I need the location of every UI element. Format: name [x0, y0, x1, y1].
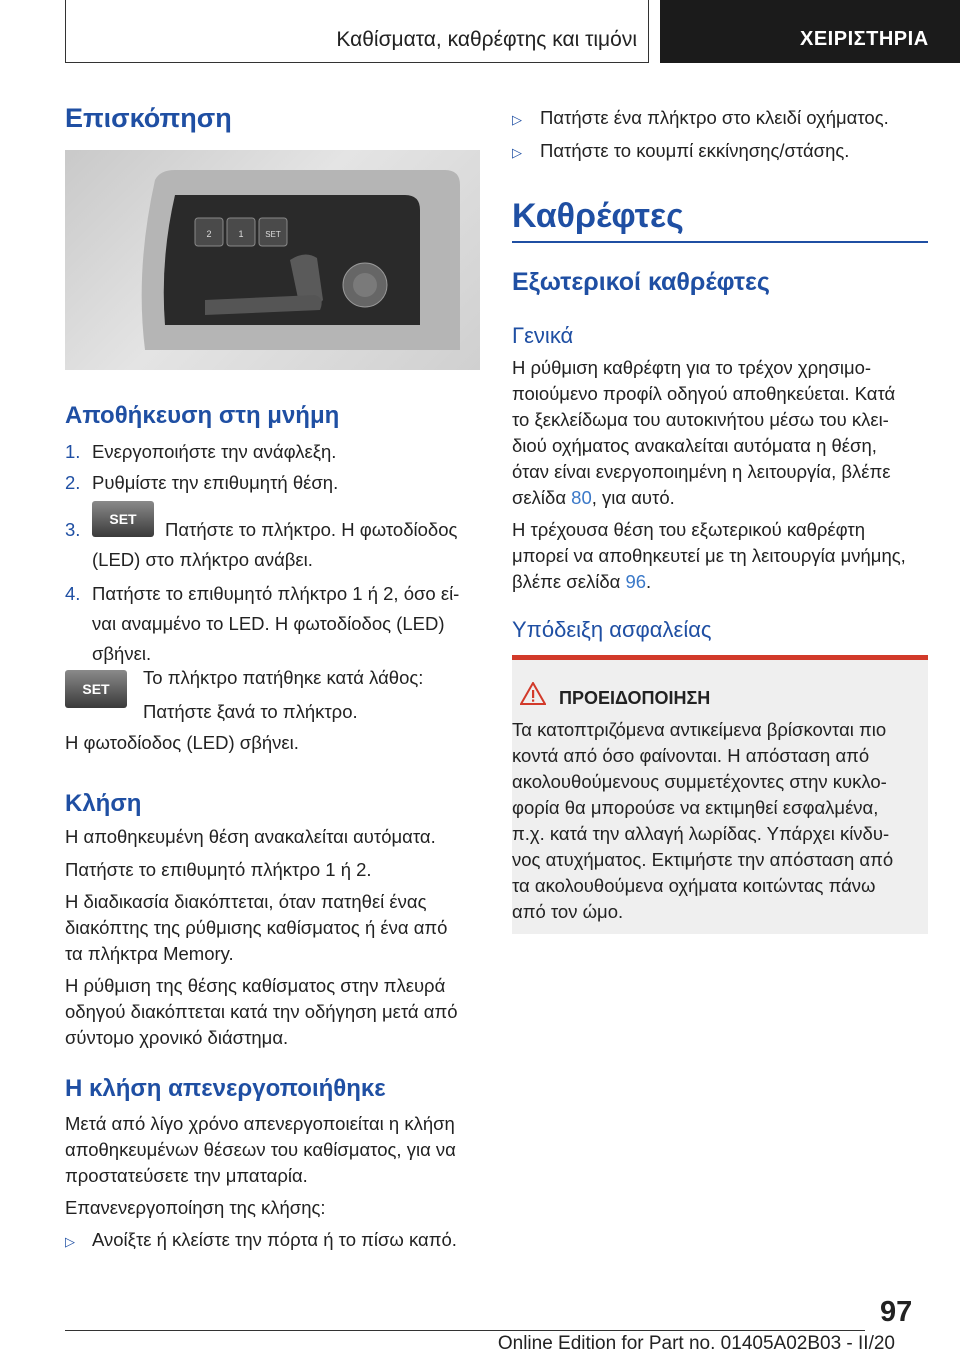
step-text: Ρυθμίστε την επιθυμητή θέση. [92, 472, 339, 493]
warning-text: π.χ. κατά την αλλαγή λωρίδας. Υπάρχει κίνδυ- [512, 823, 890, 844]
set-key-icon: SET [65, 670, 127, 708]
step-text: σβήνει. [92, 643, 152, 664]
step-number: 2. [65, 472, 81, 493]
disabled-text: προστατεύσετε την μπαταρία. [65, 1165, 308, 1186]
edition-info: Online Edition for Part no. 01405A02B03 - II/20 [497, 1333, 895, 1354]
heading-rule [512, 241, 928, 243]
press-again-text: Πατήστε ξανά το πλήκτρο. [143, 701, 358, 722]
bullet-text: Ανοίξτε ή κλείστε την πόρτα ή το πίσω καπό. [92, 1229, 457, 1250]
seat-controls-photo [65, 150, 480, 370]
safety-heading: Υπόδειξη ασφαλείας [512, 617, 712, 642]
memory-text: μπορεί να αποθηκευτεί με τη λειτουργία μνήμης, [512, 545, 906, 566]
warning-text: νος ατυχήματος. Εκτιμήστε την απόσταση από [512, 849, 894, 870]
warning-text: φορία θα μπορούσε να εκτιμηθεί εσφαλμένα, [512, 797, 879, 818]
mirrors-heading: Καθρέφτες [512, 197, 684, 235]
warning-text: τα ακολουθούμενα οχήματα κοιτώντας πάνω [512, 875, 876, 896]
warning-triangle-icon [520, 682, 546, 705]
warning-text: Τα κατοπτριζόμενα αντικείμενα βρίσκονται πιο [512, 719, 887, 740]
general-text: το ξεκλείδωμα του αυτοκινήτου μέσω του κλει- [512, 409, 889, 430]
disabled-text: αποθηκευμένων θέσεων του καθίσματος, για να [65, 1139, 456, 1160]
store-heading: Αποθήκευση στη μνήμη [65, 402, 340, 429]
memory-key-2-label: 2 [206, 229, 212, 239]
recall-text: Η ρύθμιση της θέσης καθίσματος στην πλευρά [65, 975, 446, 996]
recall-heading: Κλήση [65, 790, 142, 817]
bullet-triangle-icon: ▷ [512, 145, 522, 160]
general-text: όταν είναι ενεργοποιημένη η λειτουργία, βλέπε [512, 461, 891, 482]
page-number: 97 [880, 1296, 913, 1328]
step-number: 1. [65, 441, 81, 462]
recall-text: τα πλήκτρα Memory. [65, 943, 234, 964]
general-text: Η ρύθμιση καθρέφτη για το τρέχον χρησιμο- [512, 357, 872, 378]
disabled-text: Μετά από λίγο χρόνο απενεργοποιείται η κλήση [65, 1113, 455, 1134]
page-link-96[interactable]: 96 [625, 571, 647, 592]
exterior-mirrors-heading: Εξωτερικοί καθρέφτες [512, 268, 770, 296]
step-text: Πατήστε το επιθυμητό πλήκτρο 1 ή 2, όσο εί- [92, 583, 460, 604]
recall-text: Η διαδικασία διακόπτεται, όταν πατηθεί ένας [65, 891, 427, 912]
recall-text: σύντομο χρονικό διάστημα. [65, 1027, 289, 1048]
recall-text: Πατήστε το επιθυμητό πλήκτρο 1 ή 2. [65, 859, 372, 880]
bullet-triangle-icon: ▷ [512, 112, 522, 127]
bullet-text: Πατήστε το κουμπί εκκίνησης/στάσης. [540, 140, 850, 161]
step-text: Πατήστε το πλήκτρο. Η φωτοδίοδος [165, 519, 458, 540]
warning-title: ΠΡΟΕΙΔΟΠΟΙΗΣΗ [559, 688, 711, 708]
seat-illustration [65, 150, 480, 370]
step-text: Ενεργοποιήστε την ανάφλεξη. [92, 441, 337, 462]
general-text: ποιούμενο προφίλ οδηγού αποθηκεύεται. Κατά [512, 383, 896, 404]
page-reference: σελίδα 80, για αυτό. [512, 487, 675, 508]
overview-heading: Επισκόπηση [65, 103, 232, 133]
memory-text: Η τρέχουσα θέση του εξωτερικού καθρέφτη [512, 519, 866, 540]
set-key-label: SET [265, 230, 281, 239]
step-number: 3. [65, 519, 81, 540]
page-link-80[interactable]: 80 [571, 487, 592, 508]
step-text: (LED) στο πλήκτρο ανάβει. [92, 549, 313, 570]
bullet-text: Πατήστε ένα πλήκτρο στο κλειδί οχήματος. [540, 107, 889, 128]
disabled-text: Επανενεργοποίηση της κλήσης: [65, 1197, 326, 1218]
warning-box [512, 655, 928, 934]
warning-text: ακολουθούμενους συμμετέχοντες στην κυκλο- [512, 771, 887, 792]
step-text: ναι αναμμένο το LED. Η φωτοδίοδος (LED) [92, 613, 445, 634]
disabled-heading: Η κλήση απενεργοποιήθηκε [65, 1075, 386, 1102]
general-heading: Γενικά [512, 323, 574, 348]
footer-rule [65, 1330, 865, 1331]
step-number: 4. [65, 583, 81, 604]
set-key-icon: SET [92, 501, 154, 537]
general-text: διού οχήματος ανακαλείται αυτόματα η θέση, [512, 435, 877, 456]
warning-text: από τον ώμο. [512, 901, 624, 922]
page-reference: βλέπε σελίδα 96. [512, 571, 652, 592]
wrong-key-text: Το πλήκτρο πατήθηκε κατά λάθος: [143, 667, 424, 688]
chapter-tab: ΧΕΙΡΙΣΤΗΡΙΑ [660, 0, 960, 63]
recall-text: διακόπτης της ρύθμισης καθίσματος ή ένα από [65, 917, 448, 938]
section-title: Καθίσματα, καθρέφτης και τιμόνι [336, 28, 637, 51]
led-off-text: Η φωτοδίοδος (LED) σβήνει. [65, 732, 299, 753]
memory-key-1-label: 1 [238, 229, 244, 239]
recall-text: Η αποθηκευμένη θέση ανακαλείται αυτόματα. [65, 826, 436, 847]
bullet-triangle-icon: ▷ [65, 1234, 75, 1249]
warning-text: κοντά από όσο φαίνονται. Η απόσταση από [512, 745, 870, 766]
recall-text: οδηγού διακόπτεται κατά την οδήγηση μετά από [65, 1001, 458, 1022]
